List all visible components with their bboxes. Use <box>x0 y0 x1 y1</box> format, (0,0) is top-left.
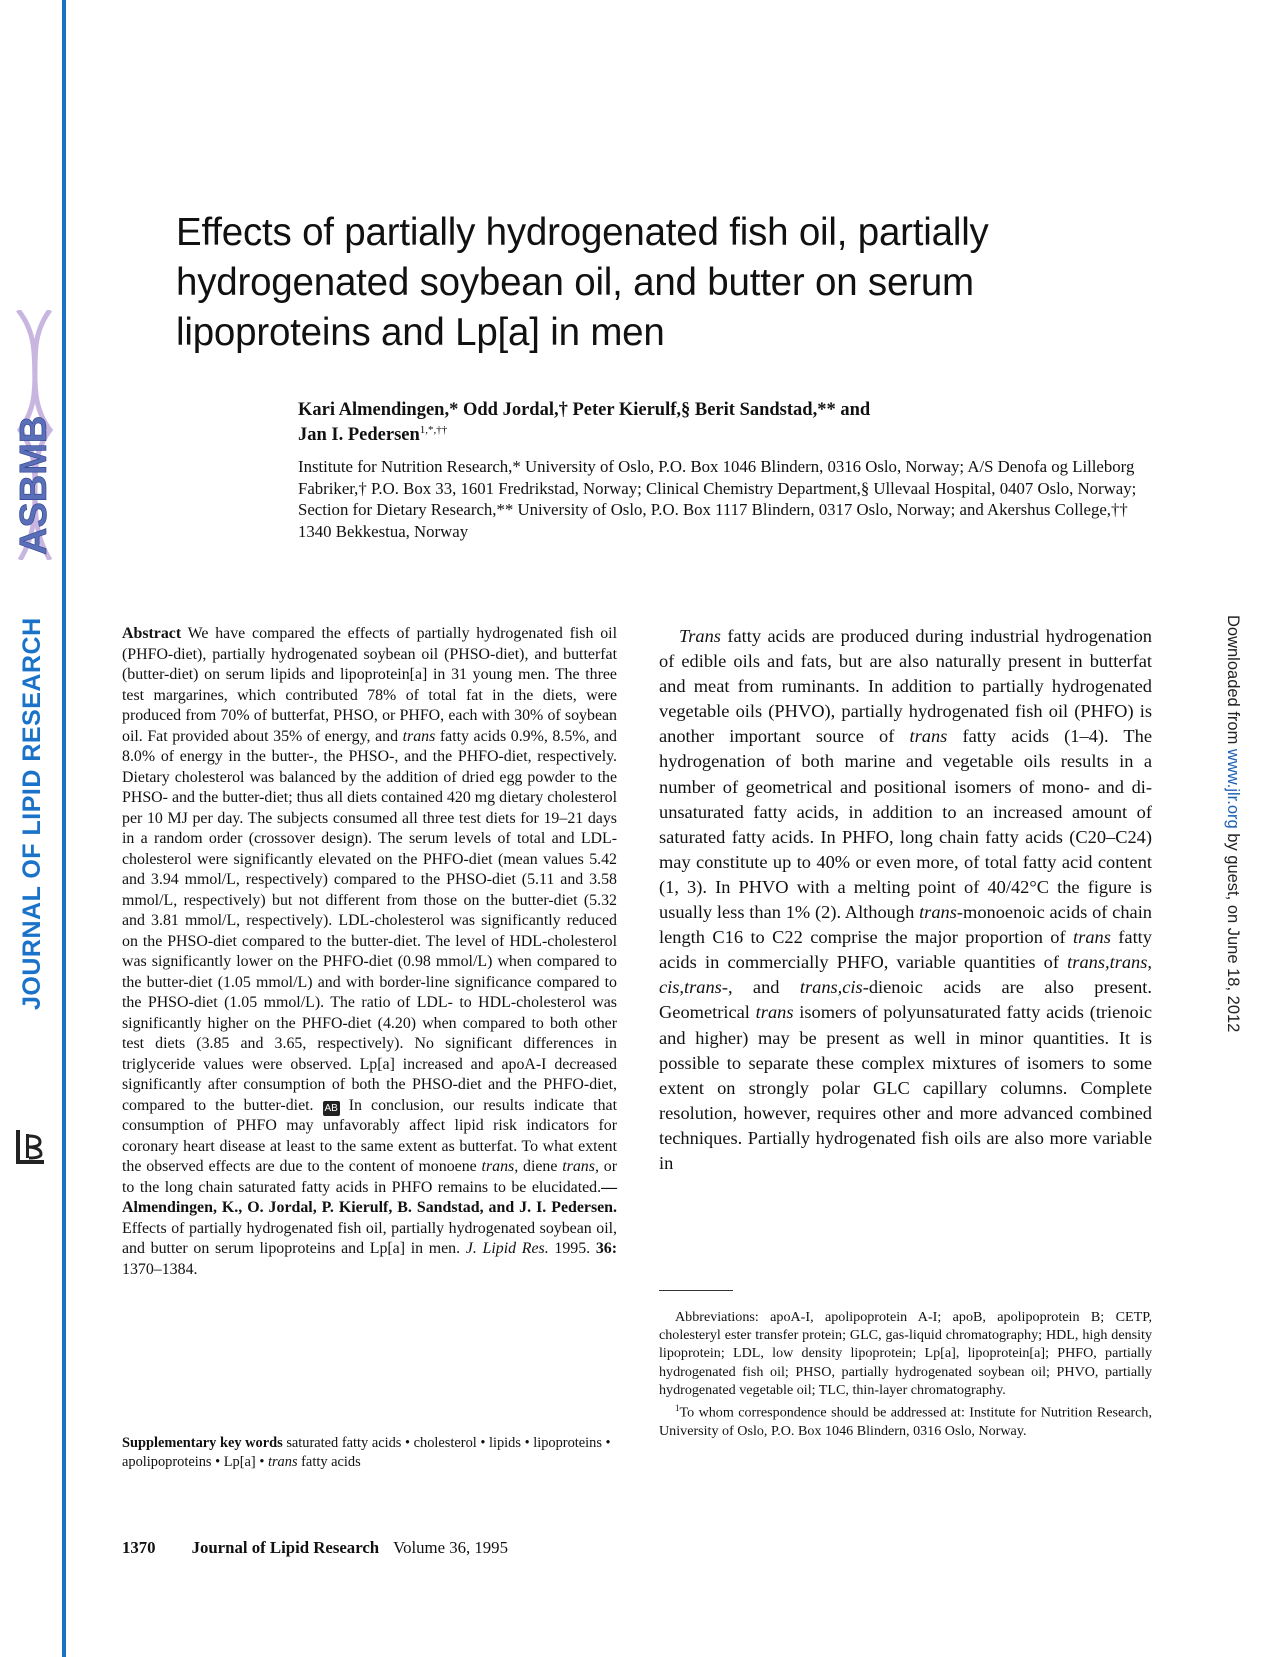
authors-line-2 <box>298 420 1078 445</box>
citation-journal: J. Lipid Res. <box>465 1240 549 1257</box>
body-span: fatty acids (1–4). The hydrogenation of both marine and vegetable oils results in a number of geometrical and positional isomers of mono- and di-unsaturated fatty acids, in addition to an increased amount of saturated fatty acids. In PHFO, long chain fatty acids (C20–C24) may constitute up to 40% or even more, of total fatty acid content (1, 3). In PHVO with a melting point of 40/42°C the figure is usually less than 1% (2). Although <box>659 726 1152 923</box>
citation-pages: 1370–1384. <box>122 1260 198 1278</box>
abstract-italic: trans <box>402 727 436 745</box>
abstract-italic: trans, <box>481 1158 519 1175</box>
body-italic: trans,cis <box>799 977 863 998</box>
body-italic: trans <box>755 1002 794 1023</box>
footer-volume: Volume 36, 1995 <box>393 1538 508 1557</box>
keywords-label: Supplementary key words <box>122 1435 283 1451</box>
body-span: , and <box>727 977 800 998</box>
abstract-italic: trans, <box>562 1158 599 1175</box>
page-number: 1370 <box>122 1538 156 1557</box>
footnotes <box>659 1308 1152 1440</box>
article-title <box>176 208 1126 358</box>
citation-title: Effects of partially hydrogenated fish oil, partially hydrogenated soybean oil, and butter on serum lipoproteins and Lp[a] in men. <box>122 1219 617 1257</box>
sidebar-divider <box>62 0 66 1657</box>
download-link[interactable]: www.jlr.org <box>1224 748 1242 829</box>
abstract-text: We have compared the effects of partially hydrogenated fish oil (PHFO-diet), partially hydrogenated soybean oil (PHSO-diet), and butterfat (butter-diet) on serum lipids and lipoprotein[a] in 31 young men. The three test margarines, which contributed 78% of total fat in the diets, were produced from 70% of butterfat, PHSO, or PHFO, each with 30% of soybean oil. Fat provided about 35% of energy, and <box>122 625 617 745</box>
body-span: fatty acids are produced during industrial hydrogenation of edible oils and fats, but are also naturally present in butterfat and meat from ruminants. In addition to partially hydrogenated vegetable oils (PHVO), partially hydrogenated fish oil (PHFO) is another important source of <box>659 626 1152 747</box>
title-line: lipoproteins and Lp[a] in men <box>176 311 665 354</box>
title-line: Effects of partially hydrogenated fish oil, partially <box>176 211 989 254</box>
citation-year: 1995. <box>548 1240 596 1257</box>
author-list <box>298 400 1078 445</box>
abstract-text: fatty acids 0.9%, 8.5%, and 8.0% of energy in the butter-, the PHSO-, and the PHFO-diet, respectively. Dietary cholesterol was balanced by the addition of dried egg powder to the PHSO- and the butter-diet; thus all diets contained 420 mg dietary cholesterol per 10 MJ per day. The subjects consumed all three test diets for 19–21 days in a random order (crossover design). The serum levels of total and LDL-cholesterol were significantly elevated on the PHFO-diet (mean values 5.42 and 3.94 mmol/L, respectively) compared to the PHSO-diet (5.11 and 3.58 mmol/L, respectively) but not different from those on the butter-diet (5.32 and 3.81 mmol/L, respectively). LDL-cholesterol was significantly reduced on the PHSO-diet compared to the butter-diet. The level of HDL-cholesterol was significantly lower on the PHFO-diet (0.98 mmol/L) when compared to the butter-diet (1.05 mmol/L) and with border-line significance compared to the PHSO-diet (1.05 mmol/L). The ratio of LDL- to HDL-cholesterol was significantly higher on the PHFO-diet (4.20) when compared to both other test diets (3.85 and 3.65, respectively). No significant differences in triglyceride values were observed. Lp[a] increased and apoA-I decreased significantly after consumption of both the PHSO-diet and the PHFO-diet, compared to the butter-diet. <box>122 727 617 1114</box>
body-italic: trans <box>919 902 957 923</box>
keyword-italic: trans <box>267 1454 298 1470</box>
keywords <box>122 1434 622 1472</box>
body-italic: trans <box>909 726 948 747</box>
abstract-lead: Abstract <box>122 625 182 642</box>
journal-name-vertical: JOURNAL OF LIPID RESEARCH <box>18 617 46 1010</box>
body-italic: Trans <box>679 626 721 646</box>
keyword-last: fatty acids <box>297 1454 361 1470</box>
footnote-marker: 1 <box>675 1403 680 1414</box>
body-span: isomers of polyunsaturated fatty acids (trienoic and higher) may be present as well in minor quantities. It is possible to separate these complex mixtures of isomers to some extent on strongly polar GLC capillary columns. Complete resolution, however, requires other and more advanced combined techniques. Partially hydrogenated fish oils are also more variable in <box>659 1002 1152 1173</box>
footer-journal: Journal of Lipid Research <box>191 1538 380 1557</box>
footnote-correspondence <box>659 1399 1152 1440</box>
citation-volume: 36: <box>595 1240 618 1257</box>
authors-line-1: Kari Almendingen,* Odd Jordal,† Peter Kierulf,§ Berit Sandstad,** and <box>298 400 871 420</box>
citation-authors: —Almendingen, K., O. Jordal, P. Kierulf, B. Sandstad, and J. I. Pedersen. <box>122 1178 617 1216</box>
abstract <box>122 624 617 1280</box>
abstract-marker-icon: AB <box>324 1102 338 1114</box>
abstract-text: diene <box>518 1158 563 1175</box>
asbmb-logo-text: ASBMB <box>13 415 55 555</box>
download-prefix: Downloaded from <box>1224 615 1242 749</box>
abstract-text: In conclusion, our results indicate that consumption of PHFO may unfavorably affect lipid risk indicators for coronary heart disease at least to the same extent as butterfat. To what extent the observed effects are due to the content of monoene <box>122 1096 617 1175</box>
body-italic: trans <box>1073 927 1111 948</box>
footnote-correspondence-text: To whom correspondence should be addressed at: Institute for Nutrition Research, University of Oslo, P.O. Box 1046 Blindern, 0316 Oslo, Norway. <box>659 1404 1152 1439</box>
footnote-abbreviations: Abbreviations: apoA-I, apolipoprotein A-I; apoB, apolipoprotein B; CETP, cholesteryl ester transfer protein; GLC, gas-liquid chromatography; HDL, high density lipoprotein; LDL, low density lipoprotein; Lp[a], lipoprotein[a]; PHFO, partially hydrogenated fish oil; PHSO, partially hydrogenated soybean oil; PHVO, partially hydrogenated vegetable oil; TLC, thin-layer chromatography. <box>659 1309 1152 1398</box>
body-span: -monoenoic acids of chain length C16 to C22 comprise the major proportion of <box>659 902 1152 948</box>
download-suffix: by guest, on June 18, 2012 <box>1224 828 1242 1033</box>
asbmb-logo <box>10 310 60 560</box>
body-italic: trans,trans, cis,trans- <box>659 952 1152 998</box>
title-line: hydrogenated soybean oil, and butter on serum <box>176 261 974 304</box>
author-name: Jan I. Pedersen <box>298 425 420 446</box>
footnote-rule <box>659 1290 733 1291</box>
jlr-mark-icon <box>14 1128 46 1166</box>
author-superscript: 1,*,†† <box>419 424 448 436</box>
affiliations: Institute for Nutrition Research,* University of Oslo, P.O. Box 1046 Blindern, 0316 Oslo, Norway; A/S Denofa og Lilleborg Fabriker,† P.O. Box 33, 1601 Fredrikstad, Norway; Clinical Chemistry Department,§ Ullevaal Hospital, 0407 Oslo, Norway; Section for Dietary Research,** University of Oslo, P.O. Box 1117 Blindern, 0317 Oslo, Norway; and Akershus College,†† 1340 Bekkestua, Norway <box>298 457 1137 541</box>
page-footer <box>122 1538 822 1558</box>
download-note <box>1223 615 1242 1032</box>
body-span: -dienoic acids are also present. Geometrical <box>659 977 1152 1023</box>
body-span: fatty acids in commercially PHFO, variable quantities of <box>659 927 1152 973</box>
abstract-text: or to the long chain saturated fatty acids in PHFO remains to be elucidated. <box>122 1158 617 1196</box>
body-text <box>659 624 1152 1176</box>
keywords-list: saturated fatty acids • cholesterol • lipids • lipoproteins • apolipoproteins • Lp[a] • <box>122 1435 611 1470</box>
